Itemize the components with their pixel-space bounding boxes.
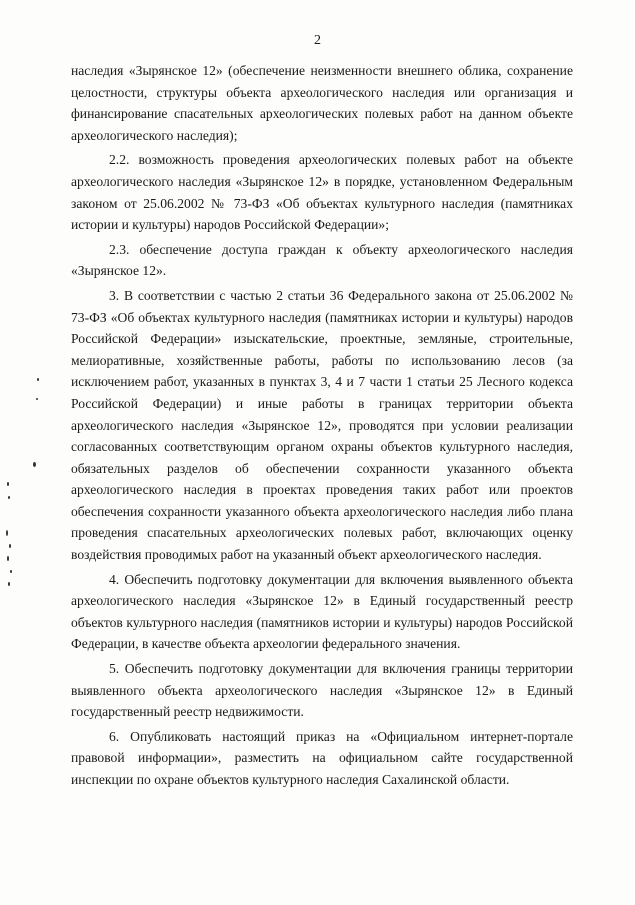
paragraph-3: 3. В соответствии с частью 2 статьи 36 Федерального закона от 25.06.2002 № 73-ФЗ «Об объектах культурного наследия (памятниках истории и культуры) народов Российской Федерации» изыскательские, проектные, земляные, строительные, мелиоративные, хозяйственные работы, работы по использованию лесов (за исключением работ, указанных в пунктах 3, 4 и 7 части 1 статьи 25 Лесного кодекса Российской Федерации) и иные работы в границах территории объекта археологического наследия «Зырянское 12», проводятся при условии реализации согласованных соответствующим органом охраны объектов культурного наследия, обязательных разделов об обеспечении сохранности указанного объекта археологического наследия в проектах проведения таких работ или проектов обеспечения сохранности указанного объекта археологического наследия либо плана проведения спасательных археологических полевых работ, включающих оценку воздействия проводимых работ на указанный объект археологического наследия.: [71, 287, 573, 563]
paragraph-intro-continuation: наследия «Зырянское 12» (обеспечение неизменности внешнего облика, сохранение целостности, структуры объекта археологического наследия или организация и финансирование спасательных археологических полевых работ на данном объекте археологического наследия);: [71, 63, 573, 143]
scan-speck: [9, 544, 11, 548]
paragraph-2-3: 2.3. обеспечение доступа граждан к объекту археологического наследия «Зырянское 12».: [71, 241, 573, 279]
document-body: [71, 60, 573, 794]
scan-margin-marks: [0, 370, 60, 610]
scan-speck: [7, 556, 9, 561]
paragraph-4: 4. Обеспечить подготовку документации для включения выявленного объекта археологического наследия «Зырянское 12» в Единый государственный реестр объектов культурного наследия (памятников истории и культуры) народов Российской Федерации, в качестве объекта археологии федерального значения.: [71, 571, 573, 652]
scan-speck: [8, 582, 10, 586]
scan-speck: [6, 530, 8, 536]
scan-speck: [8, 496, 10, 499]
scan-speck: [7, 482, 9, 486]
scan-speck: [10, 570, 12, 573]
scan-speck: [33, 462, 36, 467]
paragraph-2-2: 2.2. возможность проведения археологических полевых работ на объекте археологического наследия «Зырянское 12» в порядке, установленном Федеральным законом от 25.06.2002 № 73-ФЗ «Об объектах культурного наследия (памятниках истории и культуры) народов Российской Федерации»;: [71, 152, 573, 233]
paragraph-5: 5. Обеспечить подготовку документации для включения границы территории выявленного объекта археологического наследия «Зырянское 12» в Единый государственный реестр недвижимости.: [71, 661, 573, 720]
scan-speck: [37, 378, 39, 381]
paragraph-6: 6. Опубликовать настоящий приказ на «Официальном интернет-портале правовой информации», разместить на официальном сайте государственной инспекции по охране объектов культурного наследия Сахалинской области.: [71, 728, 573, 787]
page-number: 2: [314, 33, 321, 48]
scan-speck: [36, 398, 38, 400]
